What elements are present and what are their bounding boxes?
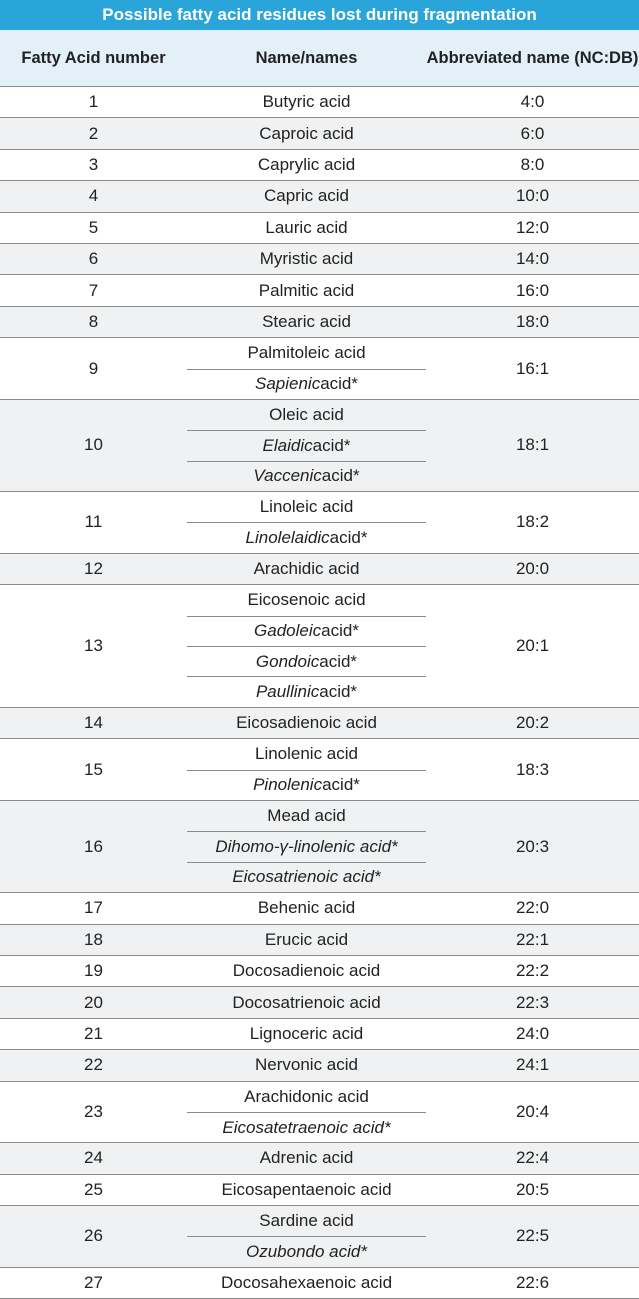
acid-name: Arachidic acid bbox=[253, 559, 360, 579]
acid-name: Docosadienoic acid bbox=[232, 961, 381, 981]
acid-name: Elaidic acid* bbox=[187, 430, 426, 460]
cell-number: 1 bbox=[88, 92, 99, 112]
cell-number: 3 bbox=[88, 154, 99, 174]
cell-names bbox=[187, 181, 426, 211]
table-header bbox=[0, 30, 639, 87]
cell-number: 23 bbox=[84, 1101, 103, 1121]
table-row bbox=[0, 150, 639, 181]
cell-abbr: 20:5 bbox=[515, 1179, 550, 1199]
table-row bbox=[0, 338, 639, 400]
cell-names bbox=[187, 1206, 426, 1267]
cell-number: 25 bbox=[84, 1179, 103, 1199]
cell-number: 18 bbox=[84, 929, 103, 949]
cell-number: 21 bbox=[84, 1023, 103, 1043]
acid-name: Eicosenoic acid bbox=[247, 590, 366, 610]
cell-number: 19 bbox=[84, 961, 103, 981]
cell-names bbox=[187, 150, 426, 180]
cell-names bbox=[187, 1082, 426, 1143]
cell-number: 15 bbox=[84, 759, 103, 779]
acid-name: Mead acid bbox=[267, 806, 346, 826]
acid-name: Myristic acid bbox=[259, 249, 354, 269]
acid-name: Caprylic acid bbox=[257, 154, 356, 174]
acid-name: Arachidonic acid bbox=[244, 1086, 369, 1106]
cell-number: 12 bbox=[84, 559, 103, 579]
cell-abbr: 10:0 bbox=[515, 186, 550, 206]
acid-name: Adrenic acid bbox=[259, 1148, 354, 1168]
table-row bbox=[0, 1050, 639, 1081]
cell-abbr: 24:1 bbox=[515, 1055, 550, 1075]
acid-name: Vaccenic acid* bbox=[187, 461, 426, 491]
acid-name: Docosatrienoic acid bbox=[232, 992, 381, 1012]
cell-number: 2 bbox=[88, 123, 99, 143]
cell-number: 8 bbox=[88, 311, 99, 331]
column-header-number: Fatty Acid number bbox=[21, 49, 166, 67]
table-row bbox=[0, 925, 639, 956]
cell-number: 13 bbox=[84, 636, 103, 656]
cell-abbr: 18:1 bbox=[515, 435, 550, 455]
cell-number: 11 bbox=[84, 512, 103, 532]
cell-number: 27 bbox=[84, 1273, 103, 1293]
cell-names bbox=[187, 1268, 426, 1298]
acid-name: Eicosatrienoic acid* bbox=[187, 862, 426, 892]
cell-names bbox=[187, 1050, 426, 1080]
acid-name: Dihomo-γ-linolenic acid* bbox=[187, 831, 426, 861]
acid-name: Linolelaidic acid* bbox=[187, 522, 426, 552]
table-row bbox=[0, 585, 639, 708]
cell-number: 14 bbox=[84, 713, 103, 732]
cell-names bbox=[187, 554, 426, 584]
cell-number: 20 bbox=[84, 992, 103, 1012]
cell-abbr: 20:1 bbox=[515, 636, 550, 656]
acid-name: Ozubondo acid* bbox=[187, 1236, 426, 1266]
acid-name: Lignoceric acid bbox=[249, 1023, 364, 1043]
cell-number: 4 bbox=[88, 186, 99, 206]
cell-abbr: 20:4 bbox=[515, 1101, 550, 1121]
cell-names bbox=[187, 925, 426, 955]
cell-abbr: 16:1 bbox=[515, 358, 550, 378]
acid-name: Nervonic acid bbox=[255, 1055, 358, 1075]
acid-name: Oleic acid bbox=[269, 405, 344, 425]
cell-names bbox=[187, 956, 426, 986]
column-header-abbr: Abbreviated name (NC:DB) bbox=[426, 49, 639, 67]
cell-abbr: 12:0 bbox=[515, 217, 550, 237]
cell-abbr: 18:2 bbox=[515, 512, 550, 532]
cell-names bbox=[187, 244, 426, 274]
cell-number: 26 bbox=[84, 1226, 103, 1246]
cell-abbr: 20:0 bbox=[515, 559, 550, 579]
acid-name: Palmitic acid bbox=[258, 280, 355, 300]
table-row bbox=[0, 87, 639, 118]
cell-abbr: 24:0 bbox=[515, 1023, 550, 1043]
cell-number: 5 bbox=[88, 217, 99, 237]
cell-number: 7 bbox=[88, 280, 99, 300]
cell-abbr: 22:0 bbox=[515, 898, 550, 918]
acid-name: Gondoic acid* bbox=[187, 646, 426, 676]
table-row bbox=[0, 1268, 639, 1299]
acid-name: Gadoleic acid* bbox=[187, 616, 426, 646]
cell-abbr: 22:2 bbox=[515, 961, 550, 981]
table-row bbox=[0, 1206, 639, 1268]
acid-name: Linoleic acid bbox=[259, 497, 354, 517]
cell-abbr: 22:5 bbox=[515, 1226, 550, 1246]
cell-abbr: 4:0 bbox=[520, 92, 545, 112]
table-row bbox=[0, 118, 639, 149]
table-body bbox=[0, 87, 639, 1299]
table-row bbox=[0, 987, 639, 1018]
table-row bbox=[0, 956, 639, 987]
cell-names bbox=[187, 213, 426, 243]
cell-names bbox=[187, 87, 426, 117]
acid-name: Paullinic acid* bbox=[187, 676, 426, 706]
cell-names bbox=[187, 275, 426, 305]
cell-number: 9 bbox=[88, 358, 99, 378]
cell-abbr: 18:3 bbox=[515, 759, 550, 779]
cell-names bbox=[187, 987, 426, 1017]
acid-name: Eicosadienoic acid bbox=[236, 713, 377, 732]
acid-name: Capric acid bbox=[263, 186, 350, 206]
acid-name: Linolenic acid bbox=[254, 744, 358, 764]
acid-name: Erucic acid bbox=[264, 929, 349, 949]
cell-names bbox=[187, 1143, 426, 1173]
cell-names bbox=[187, 708, 426, 738]
cell-names bbox=[187, 585, 426, 707]
cell-number: 10 bbox=[84, 435, 103, 455]
table-row bbox=[0, 307, 639, 338]
cell-number: 17 bbox=[84, 898, 103, 918]
cell-abbr: 6:0 bbox=[520, 123, 545, 143]
cell-names bbox=[187, 400, 426, 491]
cell-names bbox=[187, 492, 426, 553]
table-row bbox=[0, 244, 639, 275]
acid-name: Docosahexaenoic acid bbox=[220, 1273, 393, 1293]
cell-abbr: 16:0 bbox=[515, 280, 550, 300]
cell-names bbox=[187, 801, 426, 892]
table-row bbox=[0, 492, 639, 554]
cell-number: 22 bbox=[84, 1055, 103, 1075]
cell-names bbox=[187, 118, 426, 148]
table-row bbox=[0, 275, 639, 306]
column-header-names: Name/names bbox=[255, 49, 358, 67]
cell-number: 6 bbox=[88, 249, 99, 269]
cell-abbr: 22:3 bbox=[515, 992, 550, 1012]
cell-names bbox=[187, 338, 426, 399]
cell-names bbox=[187, 307, 426, 337]
table-row bbox=[0, 1143, 639, 1174]
table-row bbox=[0, 213, 639, 244]
cell-abbr: 8:0 bbox=[520, 154, 545, 174]
cell-abbr: 22:4 bbox=[515, 1148, 550, 1168]
cell-names bbox=[187, 739, 426, 800]
acid-name: Lauric acid bbox=[265, 217, 348, 237]
cell-abbr: 20:2 bbox=[515, 713, 550, 732]
cell-abbr: 14:0 bbox=[515, 249, 550, 269]
table-row bbox=[0, 400, 639, 492]
table-row bbox=[0, 739, 639, 801]
cell-names bbox=[187, 1019, 426, 1049]
table-row bbox=[0, 554, 639, 585]
cell-abbr: 22:6 bbox=[515, 1273, 550, 1293]
table-row bbox=[0, 1019, 639, 1050]
cell-names bbox=[187, 1175, 426, 1205]
cell-names bbox=[187, 893, 426, 923]
table-row bbox=[0, 708, 639, 739]
acid-name: Behenic acid bbox=[257, 898, 356, 918]
acid-name: Palmitoleic acid bbox=[247, 343, 366, 363]
cell-abbr: 18:0 bbox=[515, 311, 550, 331]
cell-number: 24 bbox=[84, 1148, 103, 1168]
table-row bbox=[0, 181, 639, 212]
table-row bbox=[0, 1082, 639, 1144]
acid-name: Stearic acid bbox=[262, 311, 351, 331]
table-row bbox=[0, 893, 639, 924]
table-row bbox=[0, 801, 639, 893]
acid-name: Sardine acid bbox=[259, 1211, 354, 1231]
acid-name: Eicosapentaenoic acid bbox=[221, 1179, 392, 1199]
cell-abbr: 20:3 bbox=[515, 836, 550, 856]
acid-name: Pinolenic acid* bbox=[187, 770, 426, 800]
acid-name: Eicosatetraenoic acid* bbox=[187, 1112, 426, 1142]
acid-name: Sapienic acid* bbox=[187, 369, 426, 399]
table-row bbox=[0, 1175, 639, 1206]
table-title: Possible fatty acid residues lost during fragmentation bbox=[0, 0, 639, 30]
acid-name: Butyric acid bbox=[262, 92, 351, 112]
cell-number: 16 bbox=[84, 836, 103, 856]
acid-name: Caproic acid bbox=[259, 123, 354, 143]
cell-abbr: 22:1 bbox=[515, 929, 550, 949]
